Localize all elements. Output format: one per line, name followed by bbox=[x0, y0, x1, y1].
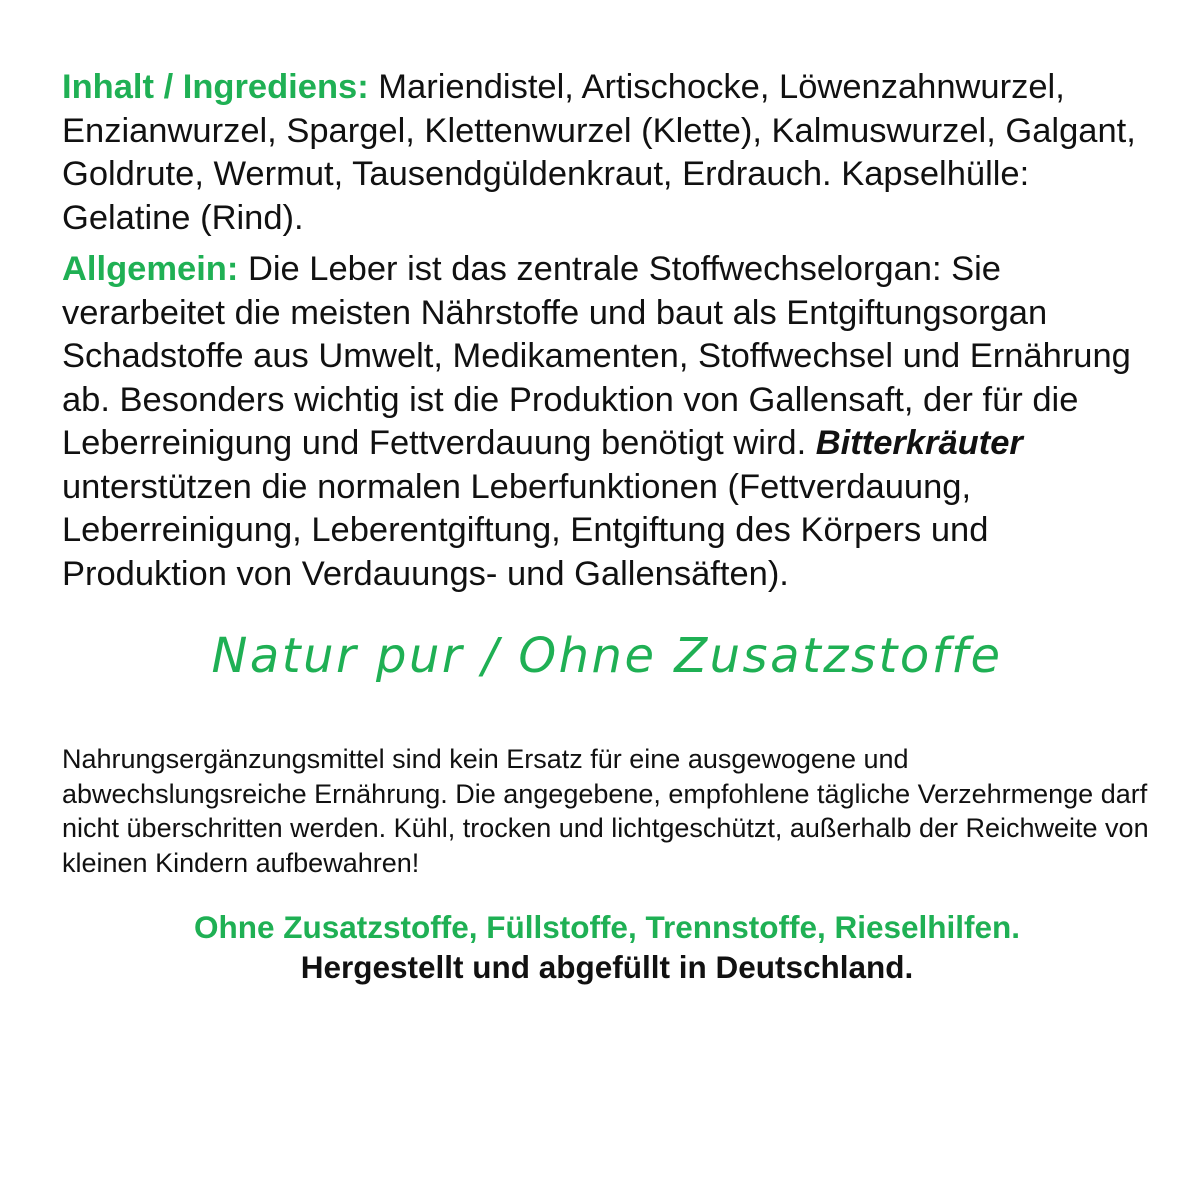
ingredients-label: Inhalt / Ingrediens: bbox=[62, 68, 369, 106]
bitter-herbs-emphasis: Bitterkräuter bbox=[815, 424, 1023, 462]
no-additives-claim: Ohne Zusatzstoffe, Füllstoffe, Trennstoffe, Rieselhilfen. bbox=[193, 909, 1021, 945]
general-paragraph bbox=[62, 248, 1152, 596]
product-info-sheet bbox=[62, 66, 1152, 987]
slogan-headline: Natur pur / Ohne Zusatzstoffe bbox=[211, 628, 1003, 684]
general-text: Die Leber ist das zentrale Stoffwechselorgan: Sie verarbeitet die meisten Nährstoffe und baut als Entgiftungsorgan Schadstoffe aus Umwelt, Medikamenten, Stoffwechsel und Ernährung ab. Besonders wichtig ist die Produktion von Gallensaft, der für die Leberreinigung und Fettverdauung benötigt wird. bbox=[62, 250, 1131, 462]
ingredients-paragraph bbox=[62, 66, 1152, 240]
disclaimer-paragraph: Nahrungsergänzungsmittel sind kein Ersatz für eine ausgewogene und abwechslungsreiche Ernährung. Die angegebene, empfohlene tägliche Verzehrmenge darf nicht überschritten werden. Kühl, trocken und lichtgeschützt, außerhalb der Reichweite von kleinen Kindern aufbewahren! bbox=[62, 744, 1149, 878]
general-text-after: unterstützen die normalen Leberfunktionen (Fettverdauung, Leberreinigung, Leberentgiftung, Entgiftung des Körpers und Produktion von Verdauungs- und Gallensäften). bbox=[62, 467, 989, 593]
general-label: Allgemein: bbox=[62, 250, 239, 288]
made-in-germany-line: Hergestellt und abgefüllt in Deutschland. bbox=[300, 949, 914, 985]
ingredients-text: Mariendistel, Artischocke, Löwenzahnwurzel, Enzianwurzel, Spargel, Klettenwurzel (Klette), Kalmuswurzel, Galgant, Goldrute, Wermut, Tausendgüldenkraut, Erdrauch. Kapselhülle: Gelatine (Rind). bbox=[62, 68, 1136, 237]
